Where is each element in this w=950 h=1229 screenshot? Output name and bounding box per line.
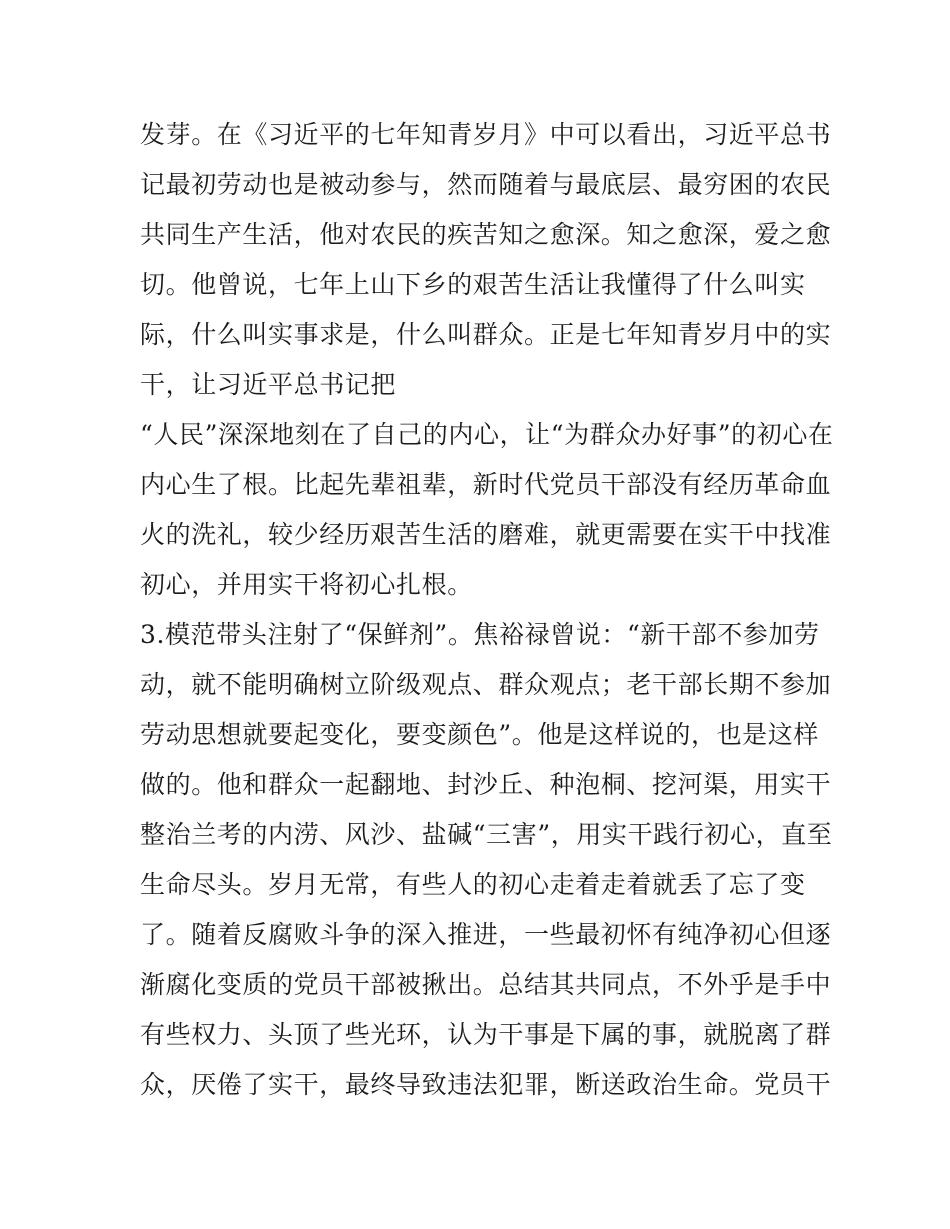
text-line: 众，厌倦了实干，最终导致违法犯罪，断送政治生命。党员干 (140, 1070, 832, 1099)
text-line: 初心，并用实干将初心扎根。 (140, 570, 473, 599)
text-line: 发芽。在《习近平的七年知青岁月》中可以看出，习近平总书 (140, 120, 832, 149)
body-text (140, 110, 834, 1110)
text-line: 整治兰考的内涝、风沙、盐碱“三害”，用实干践行初心，直至 (140, 820, 833, 849)
text-line: 劳动思想就要起变化，要变颜色”。他是这样说的，也是这样 (140, 720, 819, 749)
text-line: 了。随着反腐败斗争的深入推进，一些最初怀有纯净初心但逐 (140, 920, 832, 949)
text-line: 3.模范带头注射了“保鲜剂”。焦裕禄曾说：“新干部不参加劳 (140, 620, 820, 649)
text-line: 有些权力、头顶了些光环，认为干事是下属的事，就脱离了群 (140, 1020, 832, 1049)
text-line: 记最初劳动也是被动参与，然而随着与最底层、最穷困的农民 (140, 170, 832, 199)
text-line: 生命尽头。岁月无常，有些人的初心走着走着就丢了忘了变 (140, 870, 806, 899)
text-line: 共同生产生活，他对农民的疾苦知之愈深。知之愈深，爱之愈 (140, 220, 832, 249)
text-line: 际，什么叫实事求是，什么叫群众。正是七年知青岁月中的实 (140, 320, 832, 349)
text-line: 动，就不能明确树立阶级观点、群众观点；老干部长期不参加 (140, 670, 832, 699)
text-line: 切。他曾说，七年上山下乡的艰苦生活让我懂得了什么叫实 (140, 270, 806, 299)
text-line: 内心生了根。比起先辈祖辈，新时代党员干部没有经历革命血 (140, 470, 832, 499)
text-line: 渐腐化变质的党员干部被揪出。总结其共同点，不外乎是手中 (140, 970, 832, 999)
text-line: 火的洗礼，较少经历艰苦生活的磨难，就更需要在实干中找准 (140, 520, 832, 549)
text-line: “人民”深深地刻在了自己的内心，让“为群众办好事”的初心在 (140, 420, 834, 449)
text-line: 做的。他和群众一起翻地、封沙丘、种泡桐、挖河渠，用实干 (140, 770, 832, 799)
text-line: 干，让习近平总书记把 (140, 370, 397, 399)
